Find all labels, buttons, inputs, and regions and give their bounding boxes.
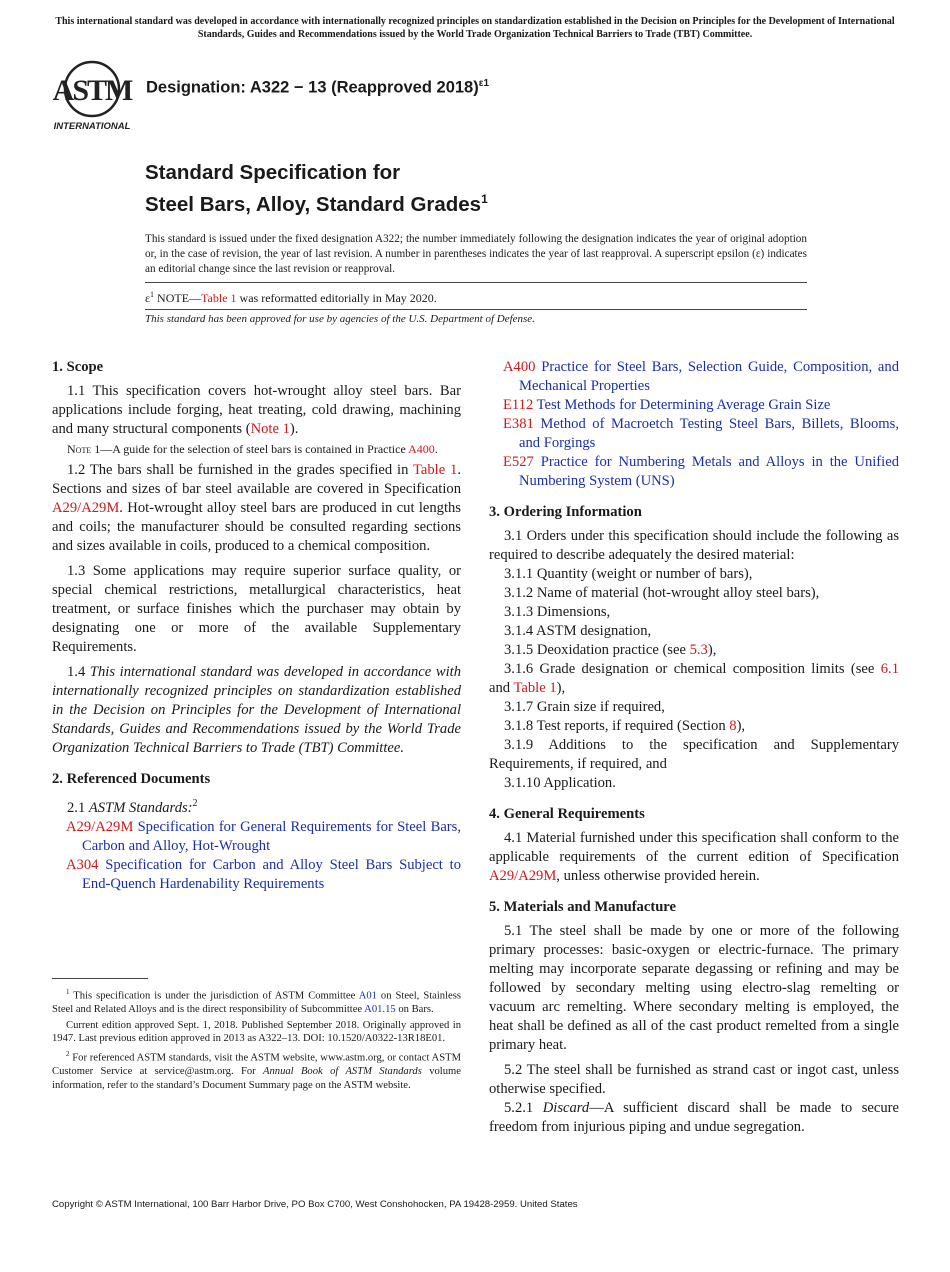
paragraph-1-1: 1.1 This specification covers hot-wrought alloy steel bars. Bar applications include forging, heat treating, cold drawing, machining and many structural components (Note 1). [52, 383, 461, 437]
reference-a29[interactable]: A29/A29M Specification for General Requirements for Steel Bars, Carbon and Alloy, Hot-Wrought [66, 818, 461, 854]
paragraph-5-2-1: 5.2.1 Discard—A sufficient discard shall be made to secure freedom from injurious piping and undue segregation. [489, 1100, 899, 1135]
item-3-1-7: 3.1.7 Grain size if required, [504, 699, 665, 715]
paragraph-2-1: 2.1 ASTM Standards:$^2$ [67, 798, 198, 816]
a01-15-link[interactable]: A01.15 [364, 1004, 396, 1016]
table-1-link[interactable]: Table 1 [412, 462, 458, 478]
designation: Designation: A322 − 13 (Reapproved 2018)$^{\varepsilon 1}$ [146, 78, 490, 97]
paragraph-4-1: 4.1 Material furnished under this specification shall conform to the applicable requirements of the current edition of Specification A29/A29M, unless otherwise provided herein. [489, 830, 899, 884]
table-1-link[interactable]: Table 1 [201, 291, 237, 305]
copyright-footer: Copyright © ASTM International, 100 Barr Harbor Drive, PO Box C700, West Conshohocken, PA 19428-2959. United States [52, 1199, 578, 1210]
issued-statement: This standard is issued under the fixed designation A322; the number immediately following the designation indicates the year of original adoption or, in the case of revision, the year of last revision. A number in parentheses indicates the year of last reapproval. A superscript epsilon (ε) indicates an editorial change since the last revision or reapproval. [145, 233, 807, 275]
section-heading-ordering: 3. Ordering Information [489, 504, 642, 520]
item-3-1-6: 3.1.6 Grade designation or chemical composition limits (see 6.1 and Table 1), [489, 661, 899, 696]
section-heading-materials: 5. Materials and Manufacture [489, 899, 676, 915]
a400-link[interactable]: A400 [408, 442, 435, 456]
paragraph-5-2: 5.2 The steel shall be furnished as strand cast or ingot cast, unless otherwise specified. [489, 1062, 899, 1097]
footnote-2: $^2$ For referenced ASTM standards, visit the ASTM website, www.astm.org, or contact ASTM Customer Service at service@astm.org. For Annual Book of ASTM Standards volume information, refer to the standard’s Document Summary page on the ASTM website. [52, 1049, 461, 1091]
paragraph-5-1: 5.1 The steel shall be made by one or more of the following primary processes: basic-oxygen or electric-furnace. The primary melting may incorporate separate degassing or refining and may be followed by secondary melting using electro-slag remelting or vacuum arc remelting. Where secondary melting is employed, the heat shall be defined as all of the cast product remelted from a single primary heat. [489, 923, 899, 1053]
svg-text:ASTM: ASTM [52, 74, 132, 107]
paragraph-1-4: 1.4 This international standard was developed in accordance with internationally recognized principles on standardization established in the Decision on Principles for the Development of International Standards, Guides and Recommendations issued by the World Trade Organization Technical Barriers to Trade (TBT) Committee. [52, 664, 462, 756]
section-heading-general: 4. General Requirements [489, 806, 645, 822]
footnote-1: $^1$ This specification is under the jurisdiction of ASTM Committee A01 on Steel, Stainless Steel and Related Alloys and is the direct responsibility of Subcommittee A01.15 on Bars. [52, 988, 461, 1016]
reference-a400[interactable]: A400 Practice for Steel Bars, Selection Guide, Composition, and Mechanical Properties [503, 359, 899, 394]
note-1: Note 1—A guide for the selection of steel bars is contained in Practice A400. [67, 442, 438, 456]
reference-e381[interactable]: E381 Method of Macroetch Testing Steel Bars, Billets, Blooms, and Forgings [503, 416, 899, 451]
paragraph-1-2: 1.2 The bars shall be furnished in the grades specified in Table 1. Sections and sizes of bar steel available are covered in Specification A29/A29M. Hot-wrought alloy steel bars are produced in cut lengths and coils; the manufacturer should be consulted regarding sections and sizes available in coils, produced to a chemical composition. [52, 462, 461, 554]
a01-link[interactable]: A01 [358, 990, 377, 1002]
note-1-link[interactable]: Note 1 [250, 421, 290, 437]
reference-e527[interactable]: E527 Practice for Numbering Metals and Alloys in the Unified Numbering System (UNS) [503, 454, 899, 489]
table-1-link[interactable]: Table 1 [513, 680, 557, 696]
reference-e112[interactable]: E112 Test Methods for Determining Average Grain Size [503, 397, 831, 413]
astm-logo [52, 58, 136, 132]
section-heading-referenced-documents: 2. Referenced Documents [52, 771, 211, 787]
item-3-1-8: 3.1.8 Test reports, if required (Section 8), [504, 718, 746, 734]
item-3-1-2: 3.1.2 Name of material (hot-wrought alloy steel bars), [504, 585, 820, 601]
item-3-1-3: 3.1.3 Dimensions, [504, 604, 611, 620]
item-3-1-9: 3.1.9 Additions to the specification and Supplementary Requirements, if required, and [489, 737, 899, 772]
item-3-1-4: 3.1.4 ASTM designation, [504, 623, 652, 639]
item-3-1-1: 3.1.1 Quantity (weight or number of bars), [504, 566, 753, 582]
footnotes [52, 986, 461, 1094]
a29-link[interactable]: A29/A29M [489, 868, 557, 884]
footnote-1-edition: Current edition approved Sept. 1, 2018. Published September 2018. Originally approved in 1947. Last previous edition approved in 2013 as A322–13. DOI: 10.1520/A0322-13R18E01. [52, 1019, 461, 1045]
dod-approval: This standard has been approved for use by agencies of the U.S. Department of Defense. [145, 313, 535, 325]
header-banner: This international standard was developed in accordance with internationally recognized principles on standardization established in the Decision on Principles for the Development of International Standards, Guides and Recommendations issued by the World Trade Organization Technical Barriers to Trade (TBT) Committee. [55, 16, 895, 40]
footnote-divider [52, 978, 148, 979]
item-3-1-10: 3.1.10 Application. [504, 775, 616, 791]
section-5-3-link[interactable]: 5.3 [689, 642, 708, 658]
a29-link[interactable]: A29/A29M [52, 500, 120, 516]
right-column [489, 358, 899, 1137]
title-line-2: Steel Bars, Alloy, Standard Grades$^1$ [145, 192, 488, 216]
logo-subtext: INTERNATIONAL [53, 121, 131, 132]
left-column [52, 358, 461, 894]
document-title [145, 160, 488, 218]
section-6-1-link[interactable]: 6.1 [880, 661, 899, 677]
section-8-link[interactable]: 8 [729, 718, 737, 734]
editorial-note: $\varepsilon^1$ NOTE—Table 1 was reformatted editorially in May 2020. [145, 282, 807, 310]
section-heading-scope: 1. Scope [52, 359, 104, 375]
paragraph-1-3: 1.3 Some applications may require superior surface quality, or special chemical restrictions, metallurgical characteristics, heat treatment, or surface finishes which the purchaser may obtain by designating one or more of the available Supplementary Requirements. [52, 563, 461, 655]
title-line-1: Standard Specification for [145, 161, 401, 184]
reference-a304[interactable]: A304 Specification for Carbon and Alloy Steel Bars Subject to End-Quench Hardenability Requirements [66, 856, 461, 892]
item-3-1-5: 3.1.5 Deoxidation practice (see 5.3), [504, 642, 717, 658]
paragraph-3-1: 3.1 Orders under this specification should include the following as required to describe adequately the desired material: [489, 528, 899, 563]
